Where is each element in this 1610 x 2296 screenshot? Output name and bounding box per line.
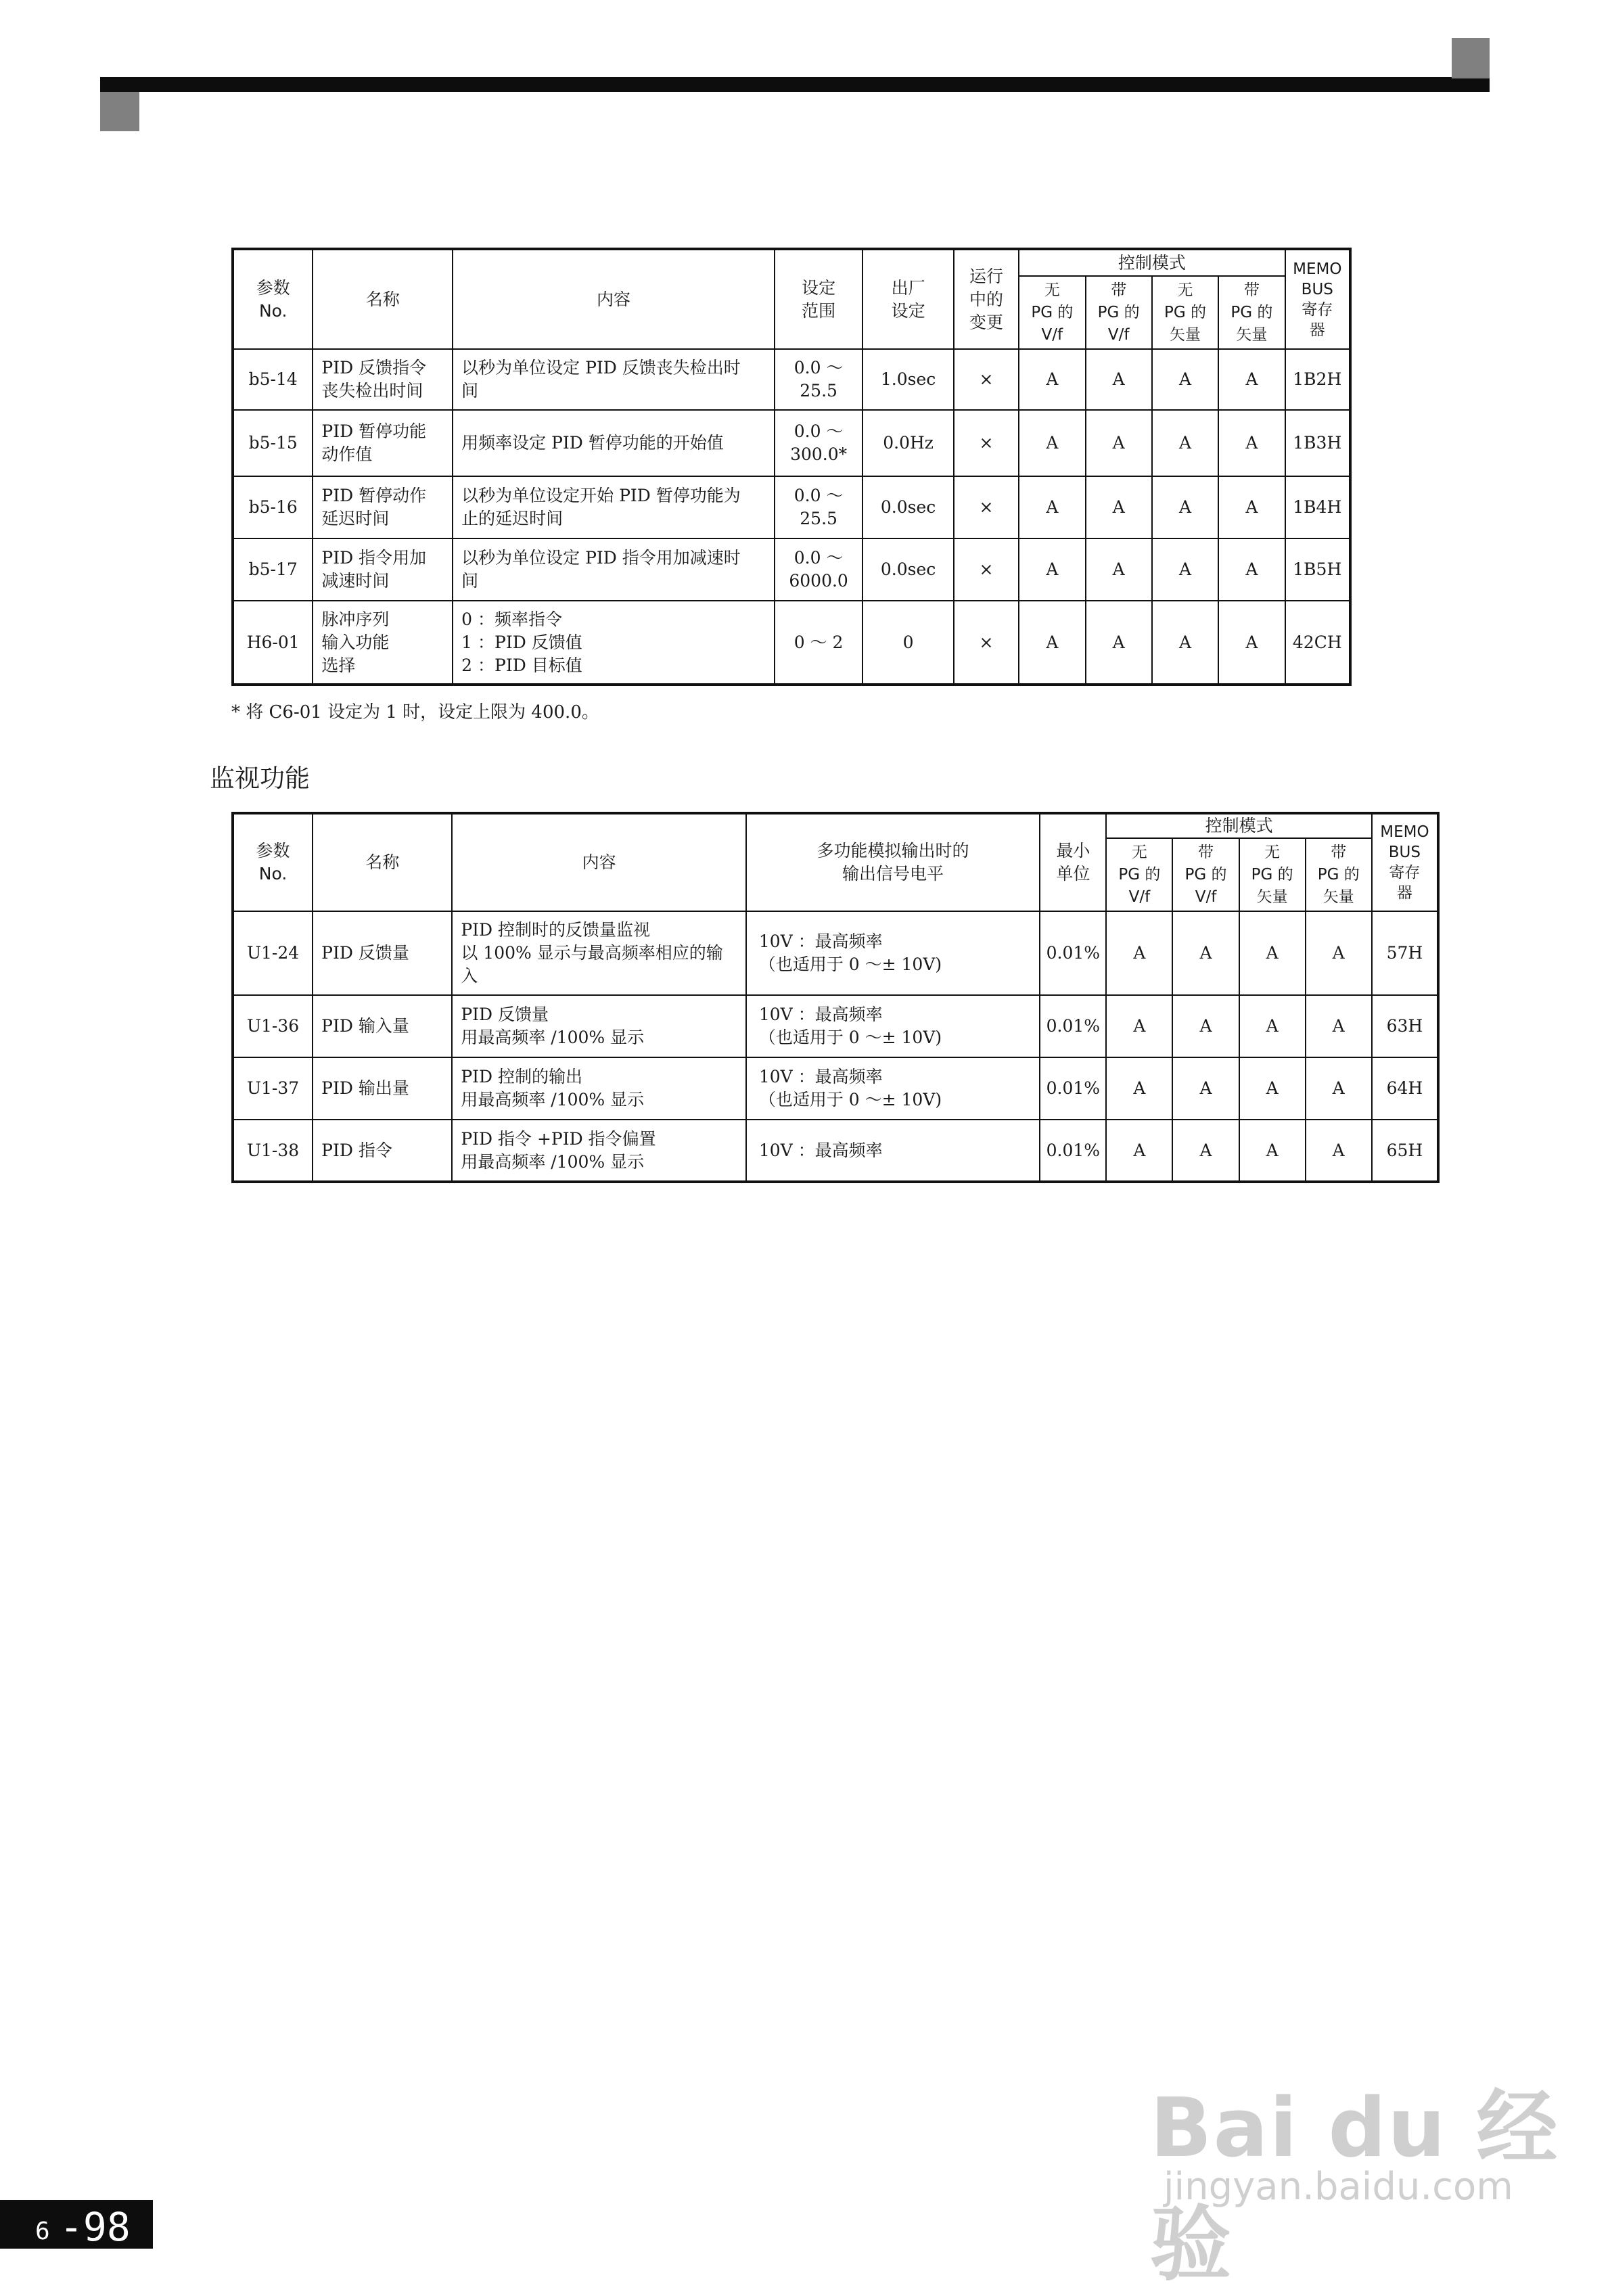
cell-reg: 1B3H: [1285, 410, 1350, 476]
cell-m1: A: [1106, 995, 1172, 1057]
cell-analog: 10V ：最高频率 （也适用于 0 ～± 10V): [746, 995, 1040, 1057]
cell-unit: 0.01%: [1040, 995, 1106, 1057]
cell-no: b5-17: [233, 538, 313, 601]
cell-reg: 64H: [1372, 1057, 1438, 1120]
watermark-url: jingyan.baidu.com: [1164, 2165, 1513, 2209]
cell-m3: A: [1152, 410, 1218, 476]
cell-name: PID 指令: [313, 1120, 452, 1182]
cell-no: U1-38: [233, 1120, 313, 1182]
cell-range: 0 ～ 2: [775, 601, 862, 685]
cell-unit: 0.01%: [1040, 911, 1106, 995]
col-header-name: 名称: [313, 813, 452, 911]
cell-m1: A: [1106, 1120, 1172, 1182]
cell-name: PID 暂停功能 动作值: [313, 410, 453, 476]
cell-m2: A: [1086, 349, 1152, 410]
cell-name: PID 指令用加 减速时间: [313, 538, 453, 601]
col-header-mode-4: 带 PG 的 矢量: [1218, 276, 1285, 349]
cell-m3: A: [1152, 349, 1218, 410]
header-corner-square-left: [100, 92, 139, 131]
page-chapter: 6: [35, 2218, 50, 2245]
cell-m4: A: [1306, 995, 1372, 1057]
cell-m3: A: [1239, 1120, 1306, 1182]
cell-run: ×: [954, 476, 1019, 538]
cell-range: 0.0 ～ 25.5: [775, 349, 862, 410]
table-row: [233, 995, 1438, 1057]
cell-m2: A: [1172, 1057, 1239, 1120]
col-header-mode-1: 无 PG 的 V/f: [1106, 838, 1172, 911]
cell-no: U1-37: [233, 1057, 313, 1120]
cell-reg: 42CH: [1285, 601, 1350, 685]
cell-m2: A: [1172, 911, 1239, 995]
cell-run: ×: [954, 538, 1019, 601]
parameter-table: [231, 248, 1352, 686]
cell-m2: A: [1086, 410, 1152, 476]
cell-no: U1-24: [233, 911, 313, 995]
col-header-mode-2: 带 PG 的 V/f: [1086, 276, 1152, 349]
col-header-no: 参数 No.: [233, 249, 313, 349]
cell-m4: A: [1218, 538, 1285, 601]
monitor-table: [231, 812, 1440, 1183]
table-row: [233, 349, 1350, 410]
cell-m3: A: [1239, 1057, 1306, 1120]
cell-unit: 0.01%: [1040, 1120, 1106, 1182]
cell-content: 以秒为单位设定 PID 反馈丧失检出时 间: [453, 349, 775, 410]
col-header-control-mode: 控制模式: [1106, 813, 1371, 838]
cell-range: 0.0 ～ 300.0*: [775, 410, 862, 476]
cell-m3: A: [1239, 911, 1306, 995]
cell-run: ×: [954, 349, 1019, 410]
cell-content: PID 反馈量 用最高频率 /100% 显示: [452, 995, 745, 1057]
col-header-min-unit: 最小 单位: [1040, 813, 1106, 911]
cell-m3: A: [1239, 995, 1306, 1057]
cell-def: 1.0sec: [862, 349, 953, 410]
col-header-no: 参数 No.: [233, 813, 313, 911]
table-row: [233, 1120, 1438, 1182]
cell-reg: 65H: [1372, 1120, 1438, 1182]
cell-content: PID 控制时的反馈量监视 以 100% 显示与最高频率相应的输 入: [452, 911, 745, 995]
cell-no: H6-01: [233, 601, 313, 685]
header-rule: [100, 77, 1490, 92]
cell-reg: 1B5H: [1285, 538, 1350, 601]
cell-content: PID 控制的输出 用最高频率 /100% 显示: [452, 1057, 745, 1120]
col-header-run-change: 运行 中的 变更: [954, 249, 1019, 349]
cell-m4: A: [1306, 911, 1372, 995]
cell-no: b5-16: [233, 476, 313, 538]
col-header-mode-3: 无 PG 的 矢量: [1152, 276, 1218, 349]
cell-m2: A: [1086, 601, 1152, 685]
col-header-range: 设定 范围: [775, 249, 862, 349]
cell-name: 脉冲序列 输入功能 选择: [313, 601, 453, 685]
cell-content: 以秒为单位设定开始 PID 暂停功能为 止的延迟时间: [453, 476, 775, 538]
table-row: [233, 1057, 1438, 1120]
cell-def: 0.0Hz: [862, 410, 953, 476]
col-header-content: 内容: [453, 249, 775, 349]
cell-content: 用频率设定 PID 暂停功能的开始值: [453, 410, 775, 476]
cell-no: b5-14: [233, 349, 313, 410]
cell-m1: A: [1106, 1057, 1172, 1120]
cell-no: U1-36: [233, 995, 313, 1057]
page-number: [0, 2200, 153, 2249]
col-header-content: 内容: [452, 813, 745, 911]
table-row: [233, 476, 1350, 538]
cell-analog: 10V ：最高频率 （也适用于 0 ～± 10V): [746, 911, 1040, 995]
col-header-default: 出厂 设定: [862, 249, 953, 349]
cell-def: 0.0sec: [862, 538, 953, 601]
cell-m4: A: [1218, 601, 1285, 685]
table-row: [233, 911, 1438, 995]
header-corner-square-right: [1452, 38, 1490, 78]
table-row: [233, 410, 1350, 476]
cell-m1: A: [1019, 601, 1085, 685]
cell-m1: A: [1019, 476, 1085, 538]
cell-name: PID 暂停动作 延迟时间: [313, 476, 453, 538]
cell-analog: 10V ：最高频率 （也适用于 0 ～± 10V): [746, 1057, 1040, 1120]
cell-m2: A: [1086, 538, 1152, 601]
cell-m3: A: [1152, 476, 1218, 538]
cell-m1: A: [1106, 911, 1172, 995]
col-header-register: MEMO BUS 寄存 器: [1372, 813, 1438, 911]
cell-name: PID 反馈量: [313, 911, 452, 995]
table-row: [233, 538, 1350, 601]
section-title: 监视功能: [210, 764, 310, 793]
cell-analog: 10V ：最高频率: [746, 1120, 1040, 1182]
cell-name: PID 输入量: [313, 995, 452, 1057]
page-num: -98: [60, 2204, 131, 2250]
cell-name: PID 输出量: [313, 1057, 452, 1120]
cell-range: 0.0 ～ 25.5: [775, 476, 862, 538]
cell-run: ×: [954, 601, 1019, 685]
col-header-name: 名称: [313, 249, 453, 349]
cell-m1: A: [1019, 410, 1085, 476]
watermark-brand: Bai du 经验: [1150, 2082, 1559, 2292]
cell-m4: A: [1218, 349, 1285, 410]
cell-reg: 1B2H: [1285, 349, 1350, 410]
col-header-mode-1: 无 PG 的 V/f: [1019, 276, 1085, 349]
cell-content: 0 ：频率指令 1 ：PID 反馈值 2 ：PID 目标值: [453, 601, 775, 685]
cell-reg: 57H: [1372, 911, 1438, 995]
cell-def: 0: [862, 601, 953, 685]
cell-m4: A: [1218, 410, 1285, 476]
watermark: [1150, 2063, 1610, 2296]
cell-content: 以秒为单位设定 PID 指令用加减速时 间: [453, 538, 775, 601]
cell-m2: A: [1086, 476, 1152, 538]
cell-m1: A: [1019, 538, 1085, 601]
cell-no: b5-15: [233, 410, 313, 476]
cell-range: 0.0 ～ 6000.0: [775, 538, 862, 601]
cell-m3: A: [1152, 538, 1218, 601]
cell-name: PID 反馈指令 丧失检出时间: [313, 349, 453, 410]
cell-unit: 0.01%: [1040, 1057, 1106, 1120]
cell-content: PID 指令 +PID 指令偏置 用最高频率 /100% 显示: [452, 1120, 745, 1182]
col-header-mode-2: 带 PG 的 V/f: [1172, 838, 1239, 911]
footnote: * 将 C6-01 设定为 1 时，设定上限为 400.0。: [231, 702, 599, 722]
cell-def: 0.0sec: [862, 476, 953, 538]
col-header-control-mode: 控制模式: [1019, 249, 1285, 276]
cell-m4: A: [1306, 1057, 1372, 1120]
cell-m4: A: [1218, 476, 1285, 538]
table-row: [233, 601, 1350, 685]
cell-reg: 63H: [1372, 995, 1438, 1057]
cell-m1: A: [1019, 349, 1085, 410]
cell-m4: A: [1306, 1120, 1372, 1182]
col-header-mode-4: 带 PG 的 矢量: [1306, 838, 1372, 911]
col-header-register: MEMO BUS 寄存 器: [1285, 249, 1350, 349]
cell-m2: A: [1172, 995, 1239, 1057]
col-header-mode-3: 无 PG 的 矢量: [1239, 838, 1306, 911]
cell-m2: A: [1172, 1120, 1239, 1182]
cell-run: ×: [954, 410, 1019, 476]
cell-m3: A: [1152, 601, 1218, 685]
col-header-analog-output: 多功能模拟输出时的 输出信号电平: [746, 813, 1040, 911]
cell-reg: 1B4H: [1285, 476, 1350, 538]
